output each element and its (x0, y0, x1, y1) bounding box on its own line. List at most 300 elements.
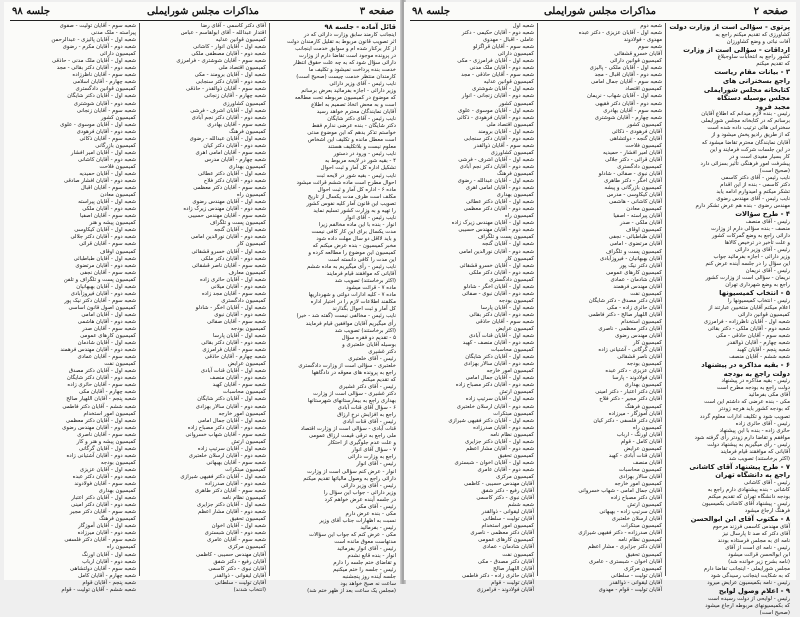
text-line: راجع به وزارت دارائی (347, 454, 396, 461)
text-line: رئیس - آقای انوار بفرمائید (337, 546, 396, 553)
text-line: شعبه ششم (507, 502, 534, 509)
text-line: شعبه سوم - آقایان دکتر معظمی (193, 185, 266, 192)
text-line: شعبه اول - آقایان جمال امامی (197, 417, 266, 424)
text-line: شعبه سوم - آقایان دولتشاهی (70, 565, 136, 572)
text-line: آقایان قرائی - دکتر جلالی (605, 156, 662, 163)
text-line: شعبه اول - آقایان انوار - کاشانی (193, 44, 266, 51)
text-line: ۴ - بقیه شور در لایحه مربوط به (325, 158, 396, 165)
text-line: کمیسیون مرکزی (496, 474, 534, 480)
section-heading: ارداقات - سؤالی است از وزارت (683, 45, 790, 54)
text-line: آقایان آموزگار - میرزاده (608, 410, 662, 417)
text-line: آقایان اورنگ - ارباب (616, 431, 662, 438)
text-line: عاملی - اقبال - مهدوی (482, 37, 534, 44)
text-line: فرهنگ ارجاع میشود (744, 508, 790, 515)
text-line: راجع به پرونده های معوقه در دادگاهها (311, 369, 396, 376)
text-line: رئیس - رأی میگیریم به پیشنهاد دولت (707, 441, 790, 448)
text-line: شعبه دوم - آقایان عامری (477, 466, 534, 473)
text-line: کمیسیون کشور (499, 100, 534, 107)
text-line: احوال مطرح است ماده ششم قرائت میشود (296, 179, 396, 186)
text-line: پیشرفت امور فرهنگی تأثیر بسزائی دارد (700, 160, 790, 167)
section-heading: ۶ - بقیه مذاکره در پیشنهاد (701, 361, 790, 370)
text-line: کمیسیون مرکزی (624, 565, 662, 572)
text-line: کمیسیون اوقاف (625, 227, 662, 234)
text-line: شعبه دوم - آقایان فیروزآبادی (70, 290, 136, 297)
text-line: کمیسیون بهداری (98, 488, 136, 495)
text-line: شعبه دوم - آقایان کاشانی (78, 156, 136, 163)
text-line: آقایان خسرو قشقائی (614, 51, 662, 58)
text-line: شعبه سوم - آقایان تولیت - صفوی (59, 23, 136, 29)
text-line: شعبه ششم - آقایان منصف (729, 354, 790, 361)
text-line: شعبه سوم - آقایان شهاب خسروانی (185, 431, 266, 438)
text-line: رئیس - لوایحی از دولت رسیده است (708, 595, 790, 602)
text-line: رئیس - آقای دکتر غشیری (338, 383, 396, 390)
text-line: نایب رئیس - آقای دکتر کاسمی (721, 174, 790, 181)
text-line: نایب رئیس - آقای وزیر دارائی (329, 80, 396, 87)
text-line: کمیسیون راه (106, 544, 136, 551)
text-line: شعبه اول - آقایان پیراسته (78, 199, 136, 206)
text-line: رأی میگیریم آقایان موافقین قیام فرمایند (305, 320, 396, 327)
section-heading: ۹ - اعلام وصول لوایح (718, 587, 790, 596)
text-line: آقایان مهندس حسیبی - کاظمی (195, 551, 266, 558)
left-page-columns (8, 23, 398, 595)
text-line: شعبه سوم - آقایان قرائی (79, 241, 136, 248)
right-column-1 (665, 23, 792, 616)
text-line: شعبه اول - آقایان ملک مدنی - حاذقی (51, 58, 136, 65)
text-line: شعبه سوم - آقایان صدر (82, 326, 136, 333)
text-line: کمیسیون پیشه و هنر و کار (76, 438, 136, 445)
text-line: شعبه سوم - آقایان کهبد (212, 382, 266, 389)
text-line: تصویب شود و تکلیف ادارات معلوم گردد (699, 413, 790, 420)
text-line: ماده ۷ - کلیه ادارات دولتی و شهرداریها (308, 292, 396, 299)
text-line: شعبه دوم - آقایان امامی اهری (465, 185, 534, 192)
text-line: که تقدیم میکنم (756, 61, 790, 68)
text-line: کمیسیون مبتکرات (621, 523, 662, 530)
text-line: شعبه دوم - آقایان ملکی - دکتر بقائی (707, 325, 790, 332)
text-line: شعبه سوم - آقایان صفائی (207, 318, 266, 325)
text-line: رئیس - آقای منصف (745, 218, 790, 225)
text-line: شعبه دوم - آقایان حکیمی - دکتر (461, 30, 534, 37)
text-line: شعبه چهارم - آقایان حاذقی (204, 354, 266, 361)
text-line: شعبه سوم - آقایان جمال امامی (590, 79, 662, 86)
text-line: شعبه ششم - آقایان تولیت - قوام (61, 586, 136, 593)
text-line: رئیس - آقای کاشانی (744, 480, 790, 487)
text-line: آقایان جمال امامی - شهاب خسروانی (578, 488, 662, 495)
text-line: شعبه سوم - آقایان امامی اهری (195, 149, 266, 156)
text-line: دکتر غشیری (368, 348, 396, 355)
text-line: شعبه دوم - آقایان دکتر فقیهی (595, 100, 662, 107)
text-line: شعبه اول - آقایان دکتر جزایری (464, 438, 534, 445)
text-line: شعبه سوم (638, 44, 662, 51)
text-line: آفات نباتی و وضع کشاورزان (726, 38, 790, 45)
text-line: انوار - عرض کنم سؤالی است از وزارت (306, 468, 396, 475)
text-line: کمیسیون راه (632, 424, 662, 431)
left-column-2 (139, 23, 268, 593)
text-line: شعبه دوم - آقایان دکتر ملکی (200, 255, 266, 262)
text-line: کمیسیون عرایض (228, 361, 266, 368)
text-line: آقایان دکتر مصباح زاده (610, 495, 662, 502)
text-line: شعبه سوم - آقایان مهندس حسیبی (188, 213, 266, 220)
text-line: کمیسیون پست و تلگراف (605, 248, 662, 255)
text-line: شعبه اول - آقایان شادمان (77, 340, 136, 347)
text-line: آقایان دکتر مصدق - دکتر شایگان (588, 297, 662, 304)
text-line: کاشانی - بنده پیشنهادی دارم راجع به (707, 487, 790, 494)
text-line: آقایان تولیت - سلطانی (214, 579, 266, 586)
text-line: بودجه دانشگاه تهران که تقدیم میکنم (708, 494, 790, 501)
text-line: آقایان مهندس فرهمند (613, 283, 662, 290)
text-line: کارمندان منتظر خدمت چیست (صحیح است) (296, 73, 396, 80)
text-line: آقایان دکتر نیک پور (619, 262, 662, 269)
section-heading: دولت راجع به بودجه (723, 369, 790, 378)
text-line: کمیسیون مبتکرات (493, 410, 534, 417)
text-line: کمیسیون پست و تلگراف و تلفن (63, 276, 136, 283)
text-line: آقایان دکتر مصدق - مکی (477, 558, 534, 565)
text-line: شعبه دوم - آقایان دکتر نجم آبادی (191, 114, 266, 121)
text-line: شعبه دوم - آقایان سالار بهزادی (463, 361, 534, 368)
text-line: شعبه اول - آقایان موسوی - علوی (458, 107, 534, 114)
text-line: کمیسیون اقتصاد ملی (218, 65, 266, 72)
text-line: آقایان تولیت - قوام - مهدوی (598, 586, 662, 593)
text-line: شعبه دوم - آقایان میرزاده (77, 530, 136, 537)
section-heading: مجلس بوسیله دستگاه (717, 94, 790, 103)
text-line: معلوم نیست و بلاتکلیف هستند (327, 144, 396, 151)
text-line: رئیس - آقای حائری زاده (735, 420, 790, 427)
text-line: شعبه اول - آقایان دکتر شایگان (67, 93, 136, 100)
text-line: نریمان - سؤالی است از وزارت کشور (705, 274, 790, 281)
text-line: آقایان فرهودی - ذکائی (611, 128, 662, 135)
text-line: ۶ - سؤال آقای قنات آبادی (337, 405, 396, 412)
text-line: ملی راجع به ترقی قیمت ارزاق عمومی (308, 433, 396, 440)
text-line: آقایان حائری زاده - دکتر فاطمی (461, 572, 534, 579)
text-line: شعبه دوم - آقایان دکتر امینی (70, 502, 136, 509)
text-line: کمیسیون استخدام (621, 318, 662, 325)
text-line: آقایان دکتر معظمی - ناصری (598, 326, 662, 333)
text-line: شعبه اول - آقایان اشرف - فرشی (190, 107, 266, 114)
text-line: رئیس - آقای وزیر دارائی (340, 482, 396, 489)
text-line: کمیسیون قوانین عدلیه (215, 37, 266, 44)
text-line: آقایانی که موافقند قیام فرمایند (720, 448, 790, 455)
text-line: شعبه دوم - آقایان نورالدین امامی (458, 248, 534, 255)
text-line: شعبه دوم - آقایان ارسلان خلعتبری (188, 452, 266, 459)
text-line: دارائی سؤال شود که به چه علت حقوق انتظار (293, 59, 396, 66)
text-line: خدمت بنده پرداخت نمیشود و تکلیف ما (308, 66, 396, 73)
right-page-number: صفحه ۲ (753, 6, 788, 17)
text-line: نایب رئیس - آقای مهندس رضوی (716, 195, 790, 202)
text-line: شعبه دوم - آقایان دکتر بقائی - مجد (56, 65, 136, 72)
text-line: آقایان حائری زاده - مکی (607, 304, 662, 311)
text-line: کمیسیون تحقیق (229, 516, 266, 523)
text-line: شعبه اول - آقایان طباطبائی (73, 255, 136, 262)
text-line: رئیس - پیشنهاد آقای کاشانی بکمیسیون (702, 501, 790, 508)
text-line: کمیسیون محاسبات (618, 466, 662, 473)
text-line: کمیسیون بودجه (100, 459, 136, 466)
text-line: شعبه دوم - آقایان صدرزاده (473, 424, 534, 431)
text-line: کمیسیون دارائی (497, 51, 534, 58)
right-column-2 (537, 23, 664, 593)
text-line: آقایان گنجه - دولتشاهی (609, 135, 662, 142)
text-line: کمیسیون کارهای عمومی (478, 537, 534, 544)
text-line: شعبه سوم - آقایان مجد زاده (201, 290, 266, 297)
text-line: آقایان کاشانی - هاشمی (609, 199, 662, 206)
text-line: ماده ۶ - اداره کل آمار و ثبت احوال (317, 186, 396, 193)
text-line: تشکر میکنم و امیدوارم ادامه یابد (716, 188, 790, 195)
text-line: آقایان لیقوانی - ذوالقدر (481, 509, 534, 516)
text-line: آقای دکتر که صد تا پارسال نیز (722, 530, 790, 537)
text-line: آقایان رفیع - دکتر شفق (213, 558, 266, 565)
text-line: آقایان قنات آبادی - کهبد (608, 452, 662, 459)
text-line: آقایان دکتر مجیر - دکتر فلاح (599, 396, 662, 403)
text-line: و تقاضای ختم جلسه را دارم (333, 560, 396, 567)
text-line: آقایان ارسلان خلعتبری (611, 516, 662, 523)
text-line: شعبه اول - آقایان عبدالله - رضوی (189, 135, 266, 142)
section-heading: کتابخانه مجلس شورایملی (703, 85, 790, 94)
text-line: شعبه سوم - آقایان فولادوند (74, 481, 136, 488)
text-line: شعبه اول - آقایان گنجه (214, 227, 266, 234)
text-line: شعبه اول - آقایان دکتر جزایری (196, 502, 266, 509)
text-line: شعبه دوم - آقایان دکتر مصباح زاده (455, 382, 534, 389)
text-line: رئیس - نامه ای است از آقای (725, 544, 790, 551)
text-line: شعبه اول - آقایان دکتر مصدق (68, 368, 136, 375)
text-line: کمیسیون تحقیق (497, 452, 534, 459)
text-line: آقایان لیقوانی - ذوالقدر (213, 572, 266, 579)
text-line: شعبه سوم - آقایان دکتر طاهری (194, 488, 266, 495)
text-line: آقایان تولیت - سلطانی (482, 516, 534, 523)
section-heading: ۸ - مکتوب آقای ابن ابوالحسن (690, 515, 790, 524)
text-line: ساعت نه صبح خواهد بود (340, 581, 396, 588)
text-line: کمیسیون قوانین دارائی (610, 58, 662, 65)
text-line: شعبه پنجم - آقایان کهبد (737, 346, 790, 353)
text-line: مدتهاست معوق مانده است (334, 538, 396, 545)
text-line: رئیس - بنده لازم میدانم که اطلاع آقایان (701, 111, 790, 118)
text-line: شعبه اول - آقایان بهبهانیان (76, 283, 136, 290)
text-line: اینجانب کارمند سابق وزارت دارائی که در (304, 31, 396, 38)
text-line: این سؤال را در جلسه آینده عرض کنم (705, 260, 790, 267)
text-line: شعبه دوم - آقایان دکتر معظمی (463, 206, 534, 213)
text-line: کمیسیون کار (632, 340, 662, 347)
text-line: مکی - بنده عرض دارم (345, 510, 396, 517)
text-line: مکی - عرض کنم که جواب این سؤالات (309, 531, 396, 538)
text-line: شعبه اول - آقایان شوشتری (472, 86, 534, 93)
text-line: نسبت به اظهارات جناب آقای وزیر (319, 517, 396, 524)
section-heading: ۵ - انتخاب کمیسیونها (719, 289, 790, 298)
text-line: شعبه اول - آقایان مهندس رضوی (192, 199, 266, 206)
text-line: شعبه اول - آقایان پارسا (480, 304, 534, 311)
text-line: بهداری راجع به بیمارستانهای شهرستانها (307, 398, 396, 405)
text-line: شعبه دوم - آقایان سالار بهزادی (195, 403, 266, 410)
text-line: شعبه سوم - آقایان شوشتری - فرامرزی (176, 58, 266, 65)
left-page-number: صفحه ۳ (359, 6, 394, 17)
text-line: رئیس - بفرمائید (360, 524, 396, 531)
text-line: شعبه دوم - آقایان دکتر نجم آبادی (459, 163, 534, 170)
text-line: آقایان تولیت - سلطانی (610, 572, 662, 579)
text-line: شعبه اول (512, 23, 534, 29)
text-line: شعبه اول - آقایان پالیزی - عبدالرحمن (51, 37, 136, 44)
text-line: که از طریق رادیو پخش میشود و از (711, 132, 790, 139)
text-line: آقایان امیر افشار - حمیدیه (602, 149, 662, 156)
text-line: شعبه اول - آقایان قنات آبادی (200, 368, 266, 375)
text-line: کمیسیون بهداری (496, 192, 534, 199)
text-line: دکتر غشیری - سؤالی است از وزارت (313, 390, 396, 397)
text-line: رئیس - آقای خلعتبری (348, 355, 396, 362)
text-line: آقایان اللهیار صالح (493, 565, 534, 572)
text-line: شعبه دوم - آقایان دکتر بقائی (201, 340, 266, 347)
text-line: شعبه سوم - آقایان دکتر مجیر (69, 509, 136, 516)
text-line: اقتدار عبدالله - آقای ابولقاسم - عباس (180, 30, 266, 37)
text-line: شعبه دوم - آقایان دکتر کیان (203, 142, 266, 149)
text-line: کمیسیون قوانین دادگستری (75, 86, 136, 93)
section-heading: مجید فرود (755, 102, 790, 111)
text-line: شعبه دوم - آقایان نبوی - صفائی (461, 290, 534, 297)
text-line: (انتخاب شدند) (233, 586, 266, 593)
text-line: آقای دکتر کاسمی - آقای رضا (200, 23, 266, 29)
text-line: کمیسیون محاسبات (490, 347, 534, 354)
text-line: آقایان اخگر - دکتر طاهری (604, 178, 662, 185)
text-line: آقایان نمایندگان محترم تقاضا میشود که (701, 139, 790, 146)
text-line: شعبه اول - آقایان کیکاوسی (74, 227, 136, 234)
text-line: مهدوی - فولادوند (623, 37, 662, 44)
text-line: کمیسیون کشور (627, 121, 662, 128)
text-line: شعبه دوم - آقایان فرهودی - ذکائی (456, 114, 534, 121)
text-line: کمیسیون بهداری (228, 163, 266, 170)
text-line: کمیسیون محاسبات (222, 389, 266, 396)
text-line: مکلفند اطلاعات لازم را در اختیار اداره (310, 299, 396, 306)
text-line: آقایان نبوی - صفائی - شادلو (598, 170, 662, 177)
text-line: شعبه دوم - آقایان دکتر عبده (72, 474, 136, 480)
text-line: ۵ - تقدیم دو فقره سؤال (341, 334, 396, 341)
text-line: مخبر کمیسیون - بنده عرض میکنم که (312, 243, 396, 249)
text-line: آقایان فولادوند - فرامرزی (476, 586, 534, 593)
text-line: شعبه دوم - آقایان صدرزاده (205, 481, 266, 488)
text-line: شعبه دوم - آقایان منصف - کهبد (462, 340, 534, 347)
text-line: شعبه سوم - آقایان اقبال (80, 185, 136, 192)
text-line: آقایان ملکی - صدر (619, 220, 662, 227)
text-line: شعبه دوم - آقایان ملکی (82, 206, 136, 213)
text-line: از کار برکنار شده ام و سوابق خدمت اینجانب (295, 45, 396, 52)
text-line: آقایان اخوان - شبستری - عامری (588, 558, 662, 565)
text-line: شعبه دوم - آقایان شوشتری (73, 100, 136, 107)
text-line: کمیسیون این موضوع را مطالعه کرده و (308, 250, 396, 257)
text-line: ابن ابوالحسن قرائت میشود (728, 552, 790, 559)
text-line: قنات آبادی - سؤالی است از وزارت اقتصاد (300, 426, 396, 433)
text-line: کمیسیون قوانین دارائی (738, 311, 790, 318)
text-line: شعبه سوم - آقایان نجفی (79, 269, 136, 276)
text-line: شعبه اول - آقایان ملکی - پالیزی (589, 65, 662, 72)
text-line: شعبه اول - آقایان دکتر معظمی (65, 417, 136, 424)
text-line: شعبه چهارم - آقایان ذوالقدر (727, 339, 790, 346)
text-line: آقایان سالار بهزادی (618, 474, 662, 480)
text-line: کل آمار و ثبت احوال بگذارند (332, 306, 396, 313)
right-page-header (410, 4, 790, 21)
text-line: آقایان بهبهانیان - فیروزآبادی (599, 255, 662, 262)
text-line: کمیسیون نظام نامه (618, 537, 662, 544)
text-line: کمیسیون امور استخدام (481, 523, 534, 530)
text-line: شعبه دوم - آقایان مرتضوی (75, 262, 136, 269)
text-line: رئیس - آقای مکی (356, 503, 396, 510)
text-line: شعبه دوم (640, 23, 662, 29)
text-line: شعبه دوم - آقایان مصطفی ملکی (191, 51, 266, 58)
text-line: خلعتبری - سؤالی است از وزارت دادگستری (298, 362, 396, 369)
left-column-3 (8, 23, 138, 593)
text-line: آقایان نبوی - دکتر کاسمی (208, 565, 266, 572)
text-line: شعبه اول - آقایان ناظرزاده - فرامرزی (703, 318, 790, 325)
text-line: شعبه اول - آقایان حمیدیه (79, 170, 136, 177)
text-line: برسانم که در کتابخانه مجلس شورایملی (701, 118, 790, 125)
text-line: است و به محض اتخاذ تصمیم به اطلاع (311, 102, 396, 109)
text-line: کمیسیون راه (504, 213, 534, 220)
text-line: کشاورزی که تقدیم میکنم راجع به (715, 31, 790, 38)
text-line: کمیسیون نفت (104, 361, 136, 368)
text-line: آقایانی که موافقند قیام فرمایند (326, 271, 396, 278)
text-line: شعبه اول - آقایان دکتر شایگان (197, 396, 266, 403)
text-line: آقایان گرگانی - آشتیانی زاده (598, 347, 662, 354)
text-line: کمیسیون عرایض (496, 326, 534, 333)
text-line: شعبه دوم - آقایان میلانی (210, 283, 266, 290)
text-line: رئیس - انتخاب کمیسیونها را (727, 297, 790, 304)
text-line: شعبه دوم - آقایان مهندس فرهمند (60, 347, 136, 354)
text-line: شعبه اول - آقایان گنجه (482, 241, 534, 248)
right-page-columns (408, 23, 792, 616)
text-line: شعبه پنجم - آقایان قوام (82, 579, 136, 586)
text-line: اعلام میکنم آقایان منتخبین عبارتند از (708, 304, 790, 311)
text-line: مدت یکسال برای این کار کافی نیست (311, 228, 396, 235)
text-line: شعبه سوم - آقایان بهبهانی (206, 459, 266, 466)
section-heading: پرتوی - سؤالی است از وزارت دولت (669, 23, 790, 31)
text-line: شعبه دوم - آقایان ملک مدنی (469, 65, 534, 72)
section-heading: قائل آماده - جلسه ۹۸ (324, 23, 396, 31)
text-line: دارائی راجع به وصول مالیاتها تقدیم میکنم (303, 475, 396, 482)
text-line: نایب رئیس - آقای انوار (344, 214, 396, 221)
text-line: شعبه دوم - آقایان مکرم - رضوی (62, 44, 136, 51)
text-line: شعبه دوم - آقایان دکتر سنجابی (195, 79, 266, 86)
text-line: شعبه ششم - آقایان دکتر فاطمی (62, 403, 136, 410)
text-line: شعبه دوم - آقایان مهندس رضوی (62, 424, 136, 431)
text-line: شعبه دوم - آقایان زنجانی - انوار (461, 93, 534, 100)
text-line: (مجلس یک ساعت بعد از ظهر ختم شد) (307, 588, 396, 595)
text-line: نایب رئیس - آقای دکتر شایگان (327, 116, 396, 123)
text-line: کمیسیون اوقاف (99, 248, 136, 255)
text-line: شعبه سوم - آقایان زنجانی (76, 107, 136, 114)
text-line: شعبه چهارم - آقایان زنجانی (204, 93, 266, 100)
text-line: کمیسیون بازرگانی و پیشه (604, 185, 662, 192)
text-line: در پرونده موجود است تقاضا دارم از وزارت (298, 52, 396, 59)
left-page-header (10, 4, 396, 21)
text-line: این مدت را کافی دانسته است (328, 257, 396, 264)
text-line: نایب رئیس - مخالفی نیست (گفته شد - خیر) (296, 313, 396, 320)
left-page-title: مذاکرات مجلس شورایملی (146, 6, 260, 17)
text-line: رئیس - بقیه مذاکره در پیشنهاد (721, 378, 790, 385)
text-line: شعبه اول - آقایان جمال امامی (465, 375, 534, 382)
text-line: آقای مکی بفرمائید (748, 392, 790, 399)
text-line: شعبه دوم - آقایان دکتر شایگان (66, 375, 136, 382)
text-line: شعبه اول - آقایان مهندس زیرک زاده (451, 220, 534, 227)
text-line: نایب رئیس - رأی میگیریم به ماده ششم (306, 264, 396, 271)
text-line: آقایان تولیت - قوام (491, 579, 534, 586)
right-page-session: جلسه ۹۸ (412, 6, 451, 17)
text-line: آقایان لیقوانی - ذوالقدر (609, 579, 662, 586)
text-line: آقایان پیراسته - اصفیا (613, 213, 662, 220)
text-line: کمیسیون معادن (100, 192, 136, 199)
text-line: شعبه اول - آقایان دکتر عطائی (466, 199, 534, 206)
text-line: آقایان شادمان - عمادی (610, 276, 662, 283)
text-line: کمیسیون بودجه (626, 361, 662, 368)
text-line: انوار - بنده قانع نشدم (347, 553, 396, 560)
text-line: کمیسیون کشور (101, 114, 136, 121)
text-line: شعبه اول - آقایان اشرف - فرشی (458, 156, 534, 163)
text-line: کمیسیون نظام نامه (490, 431, 534, 438)
text-line: شعبه اول - آقایان خسرو قشقائی (191, 248, 266, 255)
text-line: کمیسیون بهداری (624, 382, 662, 389)
text-line: شعبه سوم - آقایان بهادری (603, 107, 662, 114)
section-heading: ۷ - طرح پیشنهاد آقای کاشانی (689, 462, 790, 471)
